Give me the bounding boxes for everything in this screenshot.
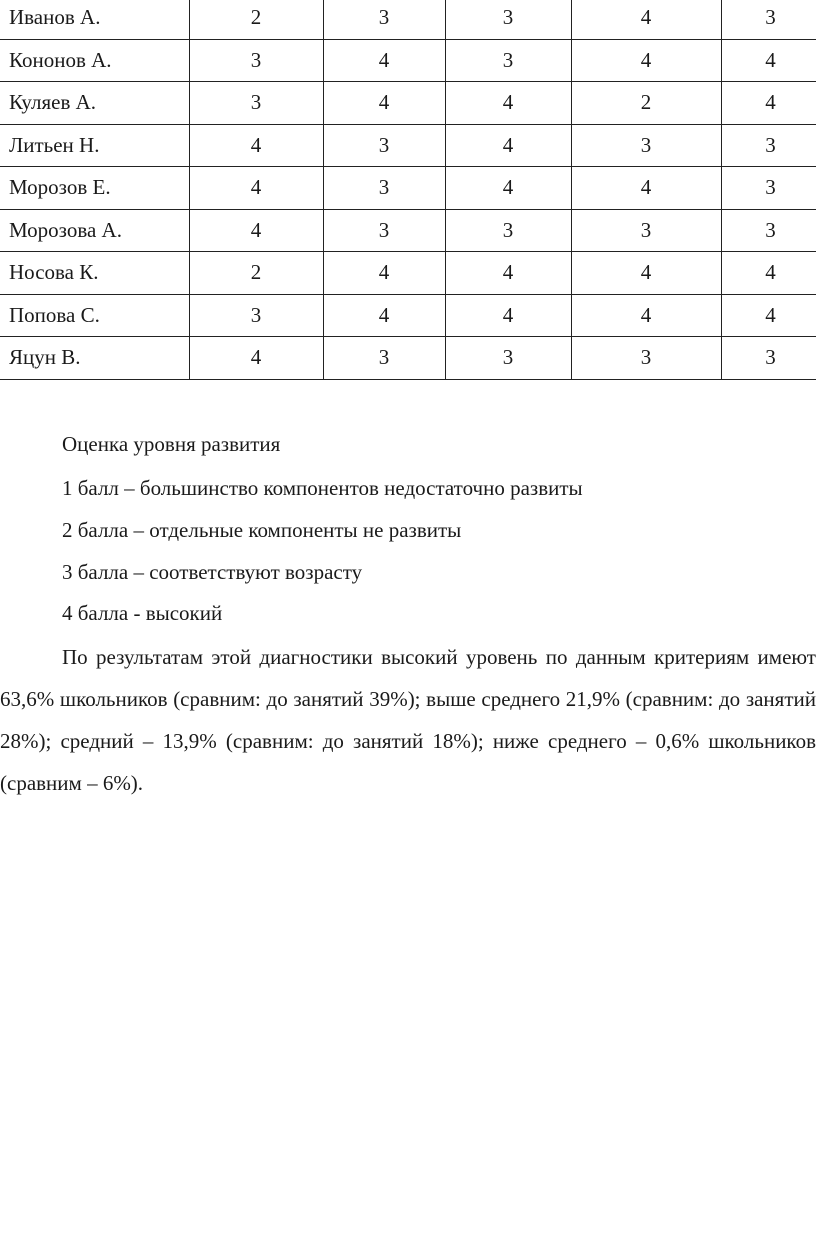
score-cell: 4 [323, 82, 445, 125]
score-cell: 3 [721, 0, 816, 39]
table-row [0, 124, 816, 167]
score-cell: 4 [445, 124, 571, 167]
score-cell: 4 [189, 337, 323, 380]
score-cell: 4 [445, 167, 571, 210]
score-cell: 3 [323, 209, 445, 252]
table-row [0, 82, 816, 125]
score-cell: 3 [721, 124, 816, 167]
score-cell: 3 [323, 0, 445, 39]
student-name: Морозова А. [0, 209, 189, 252]
score-cell: 4 [721, 82, 816, 125]
score-cell: 3 [189, 82, 323, 125]
score-cell: 4 [189, 124, 323, 167]
score-cell: 4 [189, 209, 323, 252]
summary-paragraph: По результатам этой диагностики высокий уровень по данным критериям имеют 63,6% школьников (сравним: до занятий 39%); выше среднего 21,9% (сравним: до занятий 28%); средний – 13,9% (сравним: до занятий 18%); ниже среднего – 0,6% школьников (сравним – 6%). [0, 645, 816, 795]
student-name: Иванов А. [0, 0, 189, 39]
student-name: Носова К. [0, 252, 189, 295]
score-cell: 2 [189, 0, 323, 39]
student-name: Морозов Е. [0, 167, 189, 210]
legend-title: Оценка уровня развития [62, 432, 281, 456]
score-cell: 3 [445, 0, 571, 39]
score-cell: 4 [571, 294, 721, 337]
score-cell: 4 [323, 294, 445, 337]
score-cell: 4 [571, 39, 721, 82]
score-cell: 3 [189, 39, 323, 82]
score-cell: 3 [323, 167, 445, 210]
score-cell: 4 [189, 167, 323, 210]
score-cell: 3 [189, 294, 323, 337]
student-name: Кононов А. [0, 39, 189, 82]
student-name: Куляев А. [0, 82, 189, 125]
score-cell: 4 [721, 39, 816, 82]
table-row [0, 0, 816, 39]
legend-item: 4 балла - высокий [62, 601, 223, 625]
score-cell: 4 [445, 82, 571, 125]
score-cell: 3 [323, 337, 445, 380]
score-cell: 3 [445, 337, 571, 380]
score-cell: 2 [571, 82, 721, 125]
score-cell: 3 [721, 167, 816, 210]
score-cell: 3 [571, 209, 721, 252]
score-cell: 4 [721, 294, 816, 337]
score-cell: 4 [571, 0, 721, 39]
scores-table [0, 0, 816, 380]
score-cell: 3 [445, 209, 571, 252]
student-name: Яцун В. [0, 337, 189, 380]
student-name: Попова С. [0, 294, 189, 337]
score-cell: 4 [571, 252, 721, 295]
table-row [0, 209, 816, 252]
score-cell: 3 [323, 124, 445, 167]
score-cell: 3 [721, 209, 816, 252]
score-cell: 2 [189, 252, 323, 295]
table-row [0, 167, 816, 210]
table-row [0, 252, 816, 295]
score-cell: 3 [445, 39, 571, 82]
table-row [0, 39, 816, 82]
score-cell: 3 [721, 337, 816, 380]
legend-item: 2 балла – отдельные компоненты не развиты [62, 518, 462, 542]
score-cell: 4 [721, 252, 816, 295]
score-cell: 4 [323, 39, 445, 82]
student-name: Литьен Н. [0, 124, 189, 167]
score-cell: 4 [445, 294, 571, 337]
score-cell: 4 [323, 252, 445, 295]
score-cell: 3 [571, 337, 721, 380]
score-cell: 4 [445, 252, 571, 295]
table-row [0, 294, 816, 337]
legend-item: 1 балл – большинство компонентов недостаточно развиты [62, 476, 583, 500]
score-cell: 4 [571, 167, 721, 210]
legend-item: 3 балла – соответствуют возрасту [62, 560, 363, 584]
score-cell: 3 [571, 124, 721, 167]
table-row [0, 337, 816, 380]
